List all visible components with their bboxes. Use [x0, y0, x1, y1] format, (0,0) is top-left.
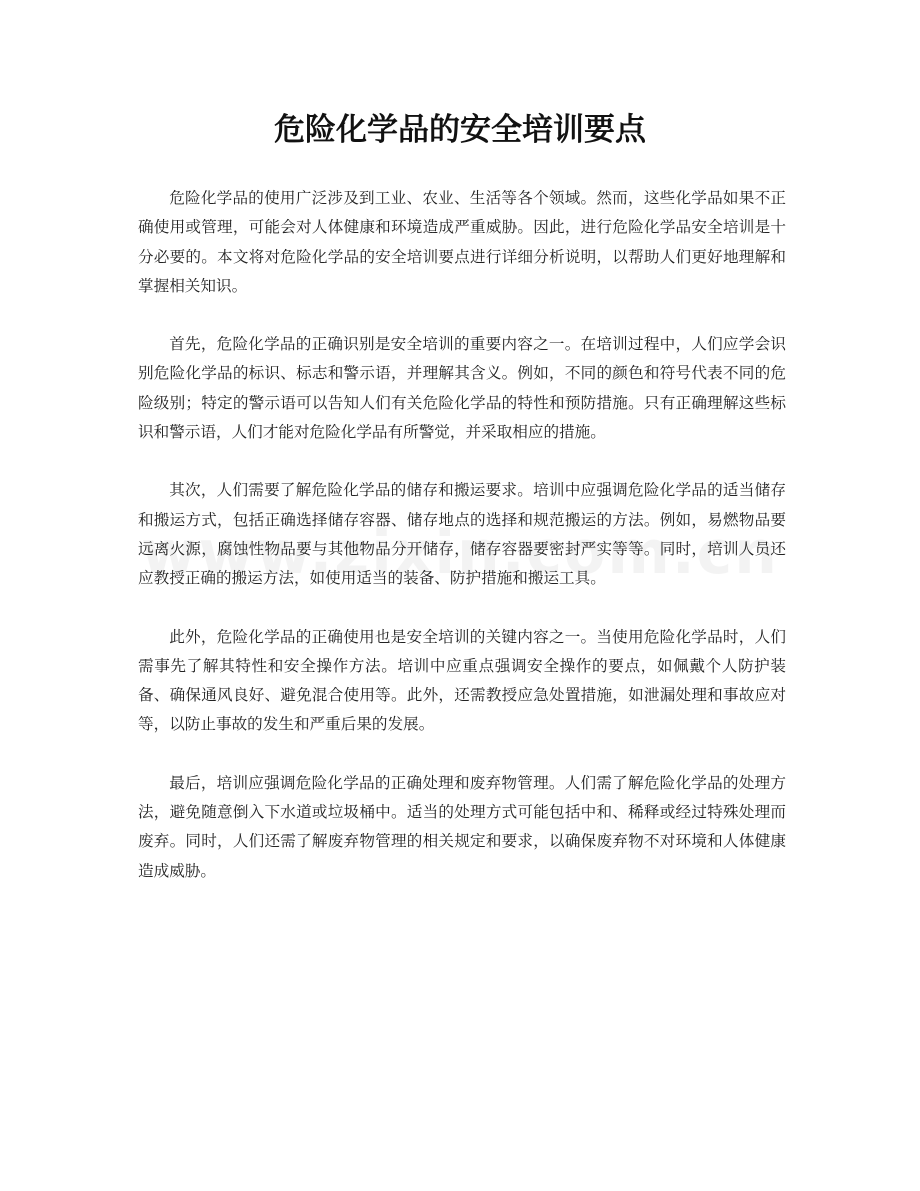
document-title: 危险化学品的安全培训要点 [274, 112, 646, 148]
paragraph-correct-use: 此外，危险化学品的正确使用也是安全培训的关键内容之一。当使用危险化学品时，人们需事先了解其特性和安全操作方法。培训中应重点强调安全操作的要点，如佩戴个人防护装备、确保通风良好、避免混合使用等。此外，还需教授应急处置措施，如泄漏处理和事故应对等，以防止事故的发生和严重后果的发展。 [138, 627, 786, 734]
paragraph-storage-transport: 其次，人们需要了解危险化学品的储存和搬运要求。培训中应强调危险化学品的适当储存和搬运方式，包括正确选择储存容器、储存地点的选择和规范搬运的方法。例如，易燃物品要远离火源，腐蚀性物品要与其他物品分开储存，储存容器要密封严实等等。同时，培训人员还应教授正确的搬运方法，如使用适当的装备、防护措施和搬运工具。 [138, 481, 786, 588]
paragraph-intro: 危险化学品的使用广泛涉及到工业、农业、生活等各个领域。然而，这些化学品如果不正确使用或管理，可能会对人体健康和环境造成严重威胁。因此，进行危险化学品安全培训是十分必要的。本文将对危险化学品的安全培训要点进行详细分析说明，以帮助人们更好地理解和掌握相关知识。 [138, 189, 786, 295]
paragraph-identification: 首先，危险化学品的正确识别是安全培训的重要内容之一。在培训过程中，人们应学会识别危险化学品的标识、标志和警示语，并理解其含义。例如，不同的颜色和符号代表不同的危险级别；特定的警示语可以告知人们有关危险化学品的特性和预防措施。只有正确理解这些标识和警示语，人们才能对危险化学品有所警觉，并采取相应的措施。 [138, 335, 786, 442]
document-body [138, 184, 786, 915]
paragraph-disposal: 最后，培训应强调危险化学品的正确处理和废弃物管理。人们需了解危险化学品的处理方法，避免随意倒入下水道或垃圾桶中。适当的处理方式可能包括中和、稀释或经过特殊处理而废弃。同时，人们还需了解废弃物管理的相关规定和要求，以确保废弃物不对环境和人体健康造成威胁。 [138, 773, 786, 880]
